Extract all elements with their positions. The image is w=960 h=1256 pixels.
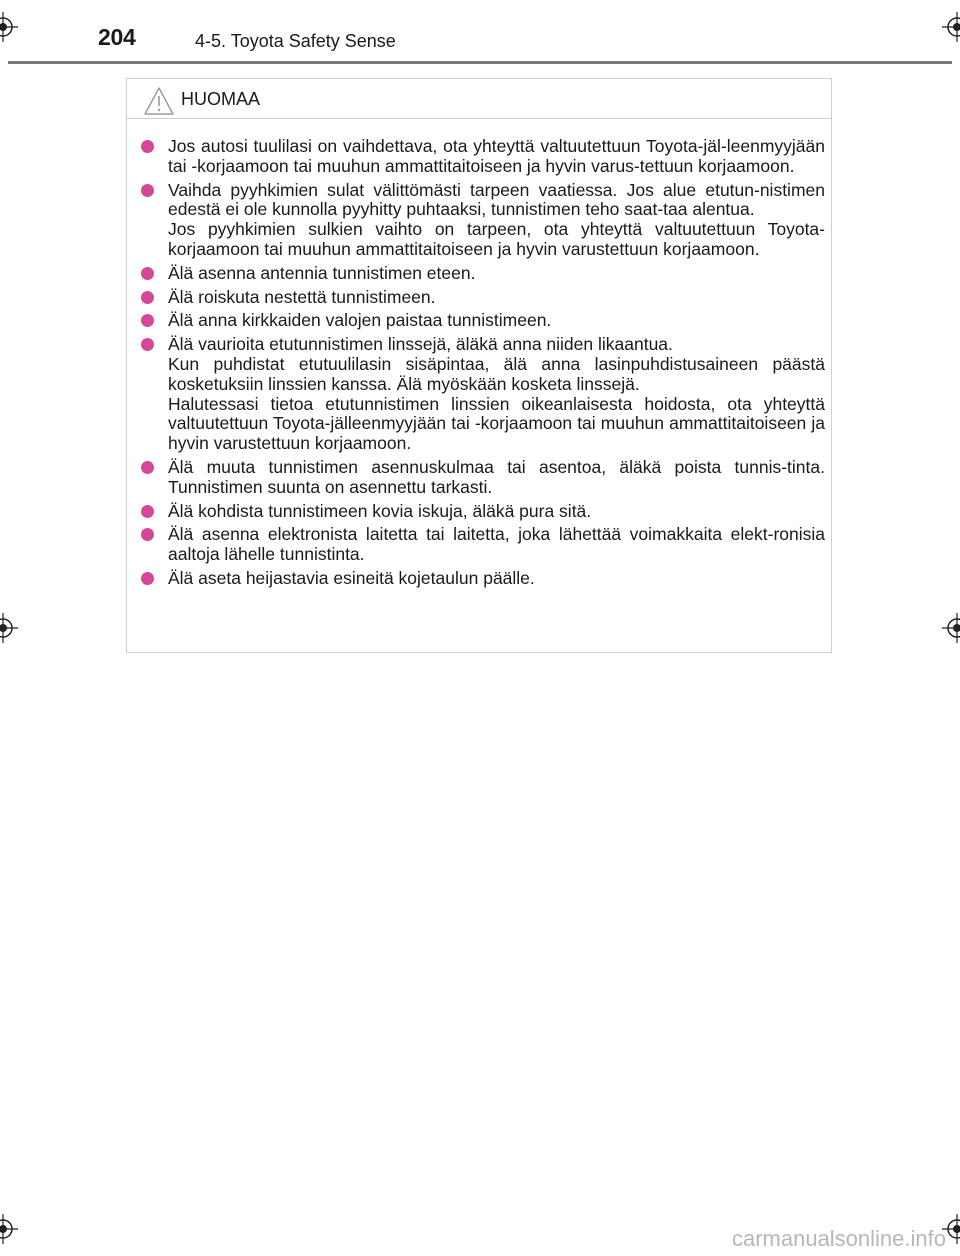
- bullet-icon: [141, 461, 154, 474]
- page-number: 204: [98, 24, 136, 50]
- list-item: [141, 335, 825, 454]
- list-item: [141, 311, 825, 331]
- footer-watermark: carmanualsonline.info: [731, 1226, 946, 1251]
- registration-mark-icon: [0, 613, 18, 643]
- list-item-text: Älä anna kirkkaiden valojen paistaa tunnistimeen.: [168, 310, 552, 331]
- registration-mark-icon: [942, 613, 960, 643]
- notice-header: [127, 79, 831, 119]
- list-item-text: Älä muuta tunnistimen asennuskulmaa tai asentoa, äläkä poista tunnis-tinta. Tunnistimen suunta on asennettu tarkasti.: [168, 456, 825, 497]
- section-title: 4-5. Toyota Safety Sense: [195, 31, 396, 51]
- bullet-icon: [141, 140, 154, 153]
- list-item-text: Jos pyyhkimien sulkien vaihto on tarpeen, ota yhteyttä valtuutettuun Toyota-korjaamoon tai muuhun ammattitaitoiseen ja hyvin varustettuun korjaamoon.: [168, 219, 825, 259]
- list-item-text: Kun puhdistat etutuulilasin sisäpintaa, älä anna lasinpuhdistusaineen päästä kosketuksiin linssien kanssa. Älä myöskään kosketa linssejä.: [168, 353, 825, 394]
- list-item-text: Älä aseta heijastavia esineitä kojetaulun päälle.: [168, 567, 535, 588]
- list-item: [141, 525, 825, 565]
- bullet-icon: [141, 572, 154, 585]
- bullet-icon: [141, 528, 154, 541]
- bullet-icon: [141, 184, 154, 197]
- list-item-text: Älä vaurioita etutunnistimen linssejä, äläkä anna niiden likaantua.: [168, 334, 673, 355]
- list-item: [141, 502, 825, 522]
- bullet-icon: [141, 291, 154, 304]
- list-item-text: Jos autosi tuulilasi on vaihdettava, ota yhteyttä valtuutettuun Toyota-jäl-leenmyyjään tai -korjaamoon tai muuhun ammattitaitoiseen ja hyvin varus-tettuun korjaamoon.: [168, 136, 825, 176]
- list-item: [141, 288, 825, 308]
- list-item: [141, 264, 825, 284]
- list-item-text: Vaihda pyyhkimien sulat välittömästi tarpeen vaatiessa. Jos alue etutun-nistimen edestä ei ole kunnolla pyyhitty puhtaaksi, tunnistimen teho saat-taa alentua.: [168, 179, 825, 220]
- notice-list: [141, 137, 825, 593]
- warning-triangle-icon: [143, 86, 175, 116]
- list-item-text: Älä kohdista tunnistimeen kovia iskuja, äläkä pura sitä.: [168, 500, 592, 521]
- bullet-icon: [141, 267, 154, 280]
- list-item-text: Halutessasi tietoa etutunnistimen linssien oikeanlaisesta hoidosta, ota yhteyttä valtuutettuun Toyota-jälleenmyyjään tai -korjaamoon tai muuhun ammattitaitoiseen ja hyvin varustettuun korjaamoon.: [168, 393, 825, 454]
- registration-mark-icon: [942, 12, 960, 42]
- bullet-icon: [141, 314, 154, 327]
- list-item: [141, 137, 825, 177]
- registration-mark-icon: [0, 1214, 18, 1244]
- list-item-text: Älä asenna elektronista laitetta tai laitetta, joka lähettää voimakkaita elekt-ronisia aaltoja lähelle tunnistinta.: [168, 524, 825, 565]
- registration-mark-icon: [0, 12, 18, 42]
- bullet-icon: [141, 505, 154, 518]
- bullet-icon: [141, 338, 154, 351]
- notice-box: [126, 78, 832, 653]
- notice-title: HUOMAA: [181, 89, 261, 109]
- list-item: [141, 458, 825, 498]
- header-rule: [8, 61, 952, 64]
- list-item-text: Älä roiskuta nestettä tunnistimeen.: [168, 286, 436, 307]
- list-item-text: Älä asenna antennia tunnistimen eteen.: [168, 262, 476, 283]
- list-item: [141, 569, 825, 589]
- list-item: [141, 181, 825, 260]
